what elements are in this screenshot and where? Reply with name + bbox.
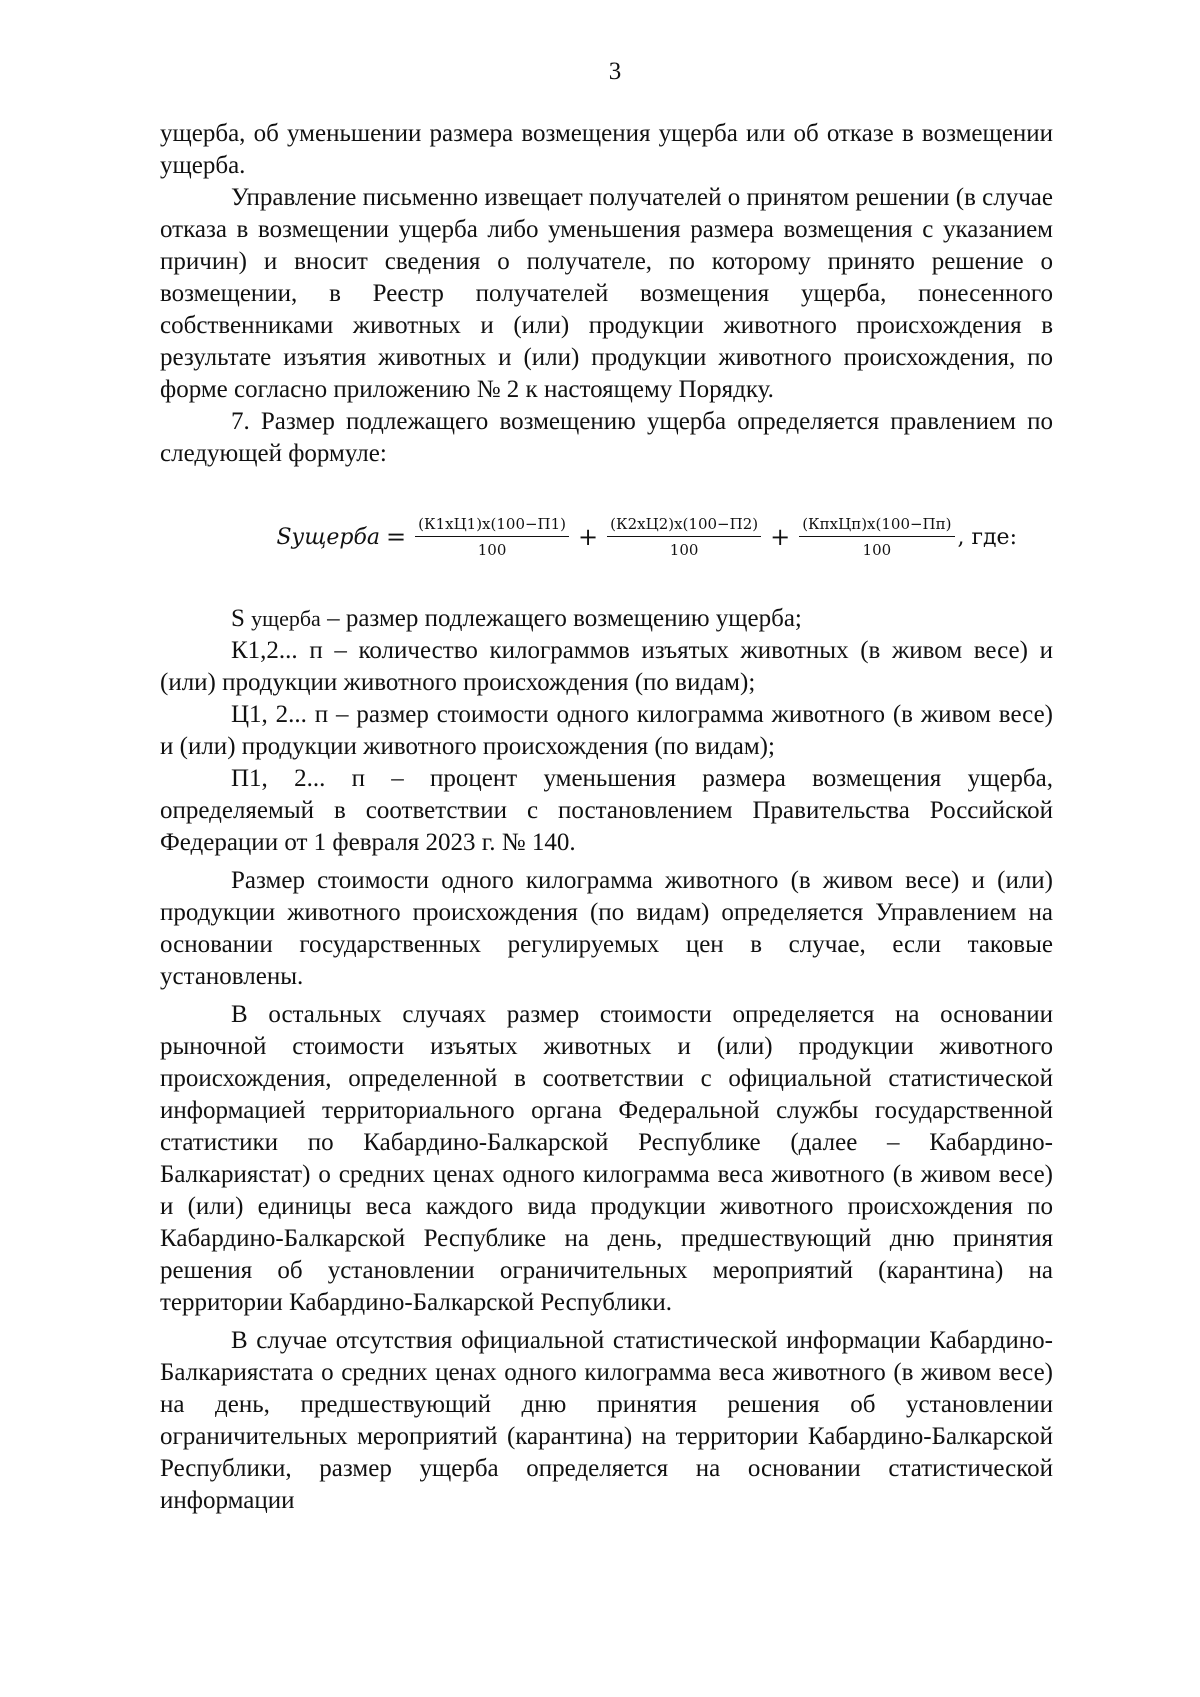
definition-text: – количество килограммов изъятых животных (в живом весе) и (или) продукции животного происхождения (по видам); [160, 637, 1053, 696]
definition-s [160, 603, 1053, 635]
fraction-numerator: (К2хЦ2)х(100−П2) [607, 515, 761, 537]
formula-fraction [415, 515, 569, 559]
fraction-numerator: (К1хЦ1)х(100−П1) [415, 515, 569, 537]
formula-plus: + [770, 523, 791, 551]
definition-term: S [231, 605, 245, 632]
definition-text: – размер подлежащего возмещению ущерба; [320, 605, 802, 632]
paragraph-price-regulated: Размер стоимости одного килограмма животного (в живом весе) и (или) продукции животного происхождения (по видам) определяется Управлением на основании государственных регулируемых цен в случае, если таковые установлены. [160, 867, 1053, 990]
page-number: 3 [608, 58, 622, 85]
damage-formula [160, 491, 1053, 583]
paragraph-no-statistics: В случае отсутствия официальной статистической информации Кабардино-Балкариястата о средних ценах одного килограмма веса животного (в живом весе) на день, предшествующий дню принятия решения об установлении ограничительных мероприятий (карантина) на территории Кабардино-Балкарской Республики, размер ущерба определяется на основании статистической информации [160, 1327, 1053, 1514]
paragraph-continuation: ущерба, об уменьшении размера возмещения ущерба или об отказе в возмещении ущерба. [160, 120, 1053, 179]
definition-text: – процент уменьшения размера возмещения ущерба, определяемый в соответствии с постановлением Правительства Российской Федерации от 1 февраля 2023 г. № 140. [160, 765, 1053, 856]
definition-p [160, 763, 1053, 859]
paragraph-notification: Управление письменно извещает получателей о принятом решении (в случае отказа в возмещении ущерба либо уменьшения размера возмещения с указанием причин) и вносит сведения о получателе, по которому принято решение о возмещении, в Реестр получателей возмещения ущерба, понесенного собственниками животных и (или) продукции животного происхождения в результате изъятия животных и (или) продукции животного происхождения, по форме согласно приложению № 2 к настоящему Порядку. [160, 184, 1053, 403]
paragraph-price-market: В остальных случаях размер стоимости определяется на основании рыночной стоимости изъятых животных и (или) продукции животного происхождения, определенной в соответствии с официальной статистической информацией территориального органа Федеральной службы государственной статистики по Кабардино-Балкарской Республике (далее – Кабардино-Балкариястат) о средних ценах одного килограмма веса животного (в живом весе) и (или) единицы веса каждого вида продукции животного происхождения по Кабардино-Балкарской Республике на день, предшествующий дню принятия решения об установлении ограничительных мероприятий (карантина) на территории Кабардино-Балкарской Республики. [160, 1001, 1053, 1316]
formula-plus: + [578, 523, 599, 551]
definition-text: – размер стоимости одного килограмма животного (в живом весе) и (или) продукции животного происхождения (по видам); [160, 701, 1053, 760]
fraction-numerator: (КпхЦп)х(100−Пп) [799, 515, 954, 537]
definition-term: Ц1, 2... п [231, 701, 329, 728]
document-body [160, 118, 1053, 1517]
formula-equals: = [386, 523, 407, 551]
formula-fraction [607, 515, 761, 559]
fraction-denominator: 100 [862, 541, 892, 559]
definition-term-sub: ущерба [251, 606, 321, 631]
formula-tail: , где: [957, 524, 1017, 550]
definition-k [160, 635, 1053, 699]
fraction-denominator: 100 [669, 541, 699, 559]
formula-lhs: Sущерба [276, 524, 380, 550]
definition-c [160, 699, 1053, 763]
definition-term: К1,2... п [231, 637, 323, 664]
definition-term: П1, 2... п [231, 765, 365, 792]
fraction-denominator: 100 [477, 541, 507, 559]
formula-fraction [799, 515, 954, 559]
paragraph-item-7: 7. Размер подлежащего возмещению ущерба определяется правлением по следующей формуле: [160, 408, 1053, 467]
